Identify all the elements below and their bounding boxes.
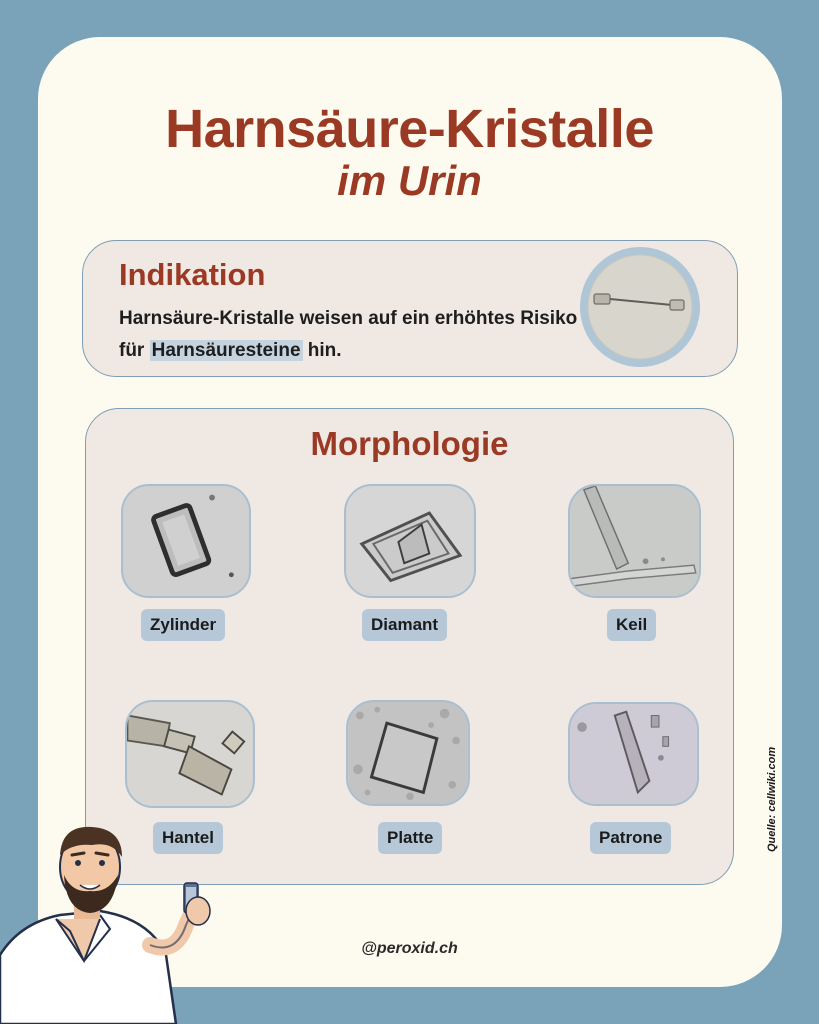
source-credit: Quelle: cellwiki.com [766,746,778,852]
social-handle: @peroxid.ch [361,940,458,957]
platte-label: Platte [378,822,442,854]
zylinder-crystal-image [121,484,251,598]
patrone-label: Patrone [590,822,671,854]
morphologie-heading: Morphologie [310,425,509,462]
diamant-crystal-image [344,484,476,598]
keil-crystal-image [568,484,701,598]
zylinder-label: Zylinder [141,609,225,641]
diamant-label: Diamant [362,609,447,641]
hantel-crystal-image [125,700,255,808]
indikation-text-start: Harnsäure-Kristalle weisen auf ein erhöhtes Risiko für [119,308,578,361]
platte-crystal-image [346,700,470,806]
keil-label: Keil [607,609,656,641]
indikation-text [119,303,589,367]
page-subtitle: im Urin [337,157,482,204]
morphologie-panel [85,408,734,885]
hantel-label: Hantel [153,822,223,854]
pharmacist-illustration [0,815,230,1024]
page-title: Harnsäure-Kristalle [165,99,654,159]
patrone-crystal-image [568,702,699,806]
indikation-crystal-image [580,247,700,367]
indikation-heading: Indikation [119,257,266,292]
indikation-highlight: Harnsäuresteine [151,340,301,361]
indikation-text-end: hin. [302,340,342,361]
